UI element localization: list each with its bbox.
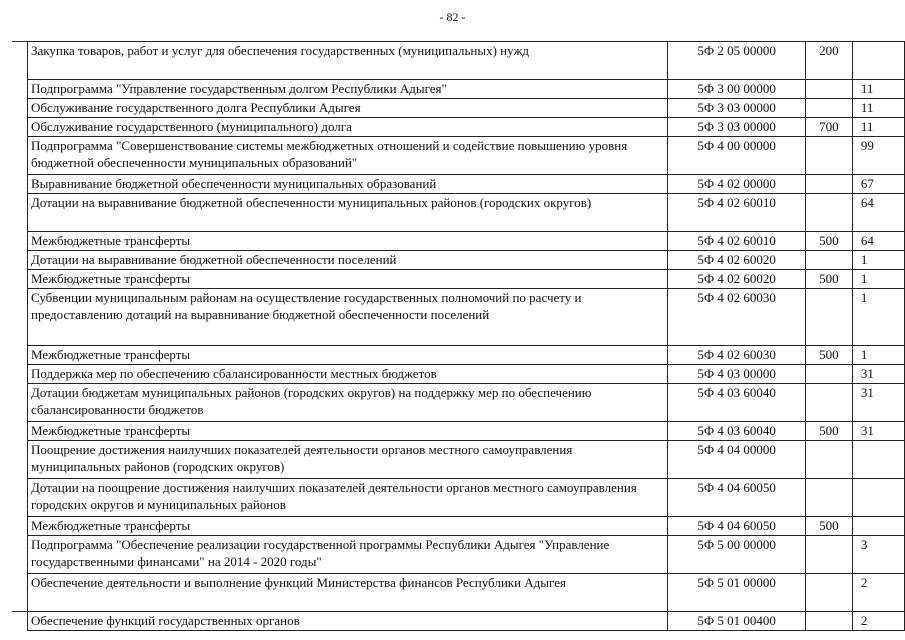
- row-expense-type: [805, 99, 852, 118]
- row-name: Обеспечение функций государственных органов: [28, 612, 668, 631]
- row-amount: 99: [852, 137, 904, 175]
- table-row: [28, 289, 905, 346]
- row-amount: 64: [852, 194, 904, 232]
- row-code: 5Ф 5 01 00400: [668, 612, 805, 631]
- row-expense-type: [805, 251, 852, 270]
- row-expense-type: 200: [805, 42, 852, 80]
- row-name: Дотации на выравнивание бюджетной обеспеченности муниципальных районов (городских округов): [28, 194, 668, 232]
- row-expense-type: 500: [805, 422, 852, 441]
- row-expense-type: [805, 365, 852, 384]
- row-expense-type: 500: [805, 517, 852, 536]
- table-row: [28, 118, 905, 137]
- row-amount: [852, 479, 904, 517]
- row-name: Межбюджетные трансферты: [28, 517, 668, 536]
- row-amount: 11: [852, 99, 904, 118]
- row-amount: 11: [852, 118, 904, 137]
- table-row: [28, 384, 905, 422]
- row-code: 5Ф 2 05 00000: [668, 42, 805, 80]
- row-name: Субвенции муниципальным районам на осуществление государственных полномочий по расчету и предоставлению дотаций на выравнивание бюджетной обеспеченности поселений: [28, 289, 668, 346]
- row-code: 5Ф 4 02 60020: [668, 270, 805, 289]
- row-code: 5Ф 4 02 60010: [668, 232, 805, 251]
- row-amount: 3: [852, 536, 904, 574]
- table-row: [28, 574, 905, 612]
- row-expense-type: [805, 479, 852, 517]
- row-expense-type: [805, 384, 852, 422]
- row-expense-type: [805, 175, 852, 194]
- row-code: 5Ф 4 02 60030: [668, 289, 805, 346]
- page-number: - 82 -: [439, 10, 466, 24]
- row-code: 5Ф 4 04 60050: [668, 479, 805, 517]
- row-name: Обслуживание государственного долга Республики Адыгея: [28, 99, 668, 118]
- row-name: Межбюджетные трансферты: [28, 270, 668, 289]
- row-expense-type: [805, 536, 852, 574]
- row-expense-type: [805, 194, 852, 232]
- table-row: [28, 612, 905, 631]
- row-code: 5Ф 3 00 00000: [668, 80, 805, 99]
- table-row: [28, 536, 905, 574]
- row-amount: 2: [852, 574, 904, 612]
- row-expense-type: 500: [805, 232, 852, 251]
- row-name: Межбюджетные трансферты: [28, 346, 668, 365]
- row-name: Дотации на выравнивание бюджетной обеспеченности поселений: [28, 251, 668, 270]
- row-name: Подпрограмма "Совершенствование системы межбюджетных отношений и содействие повышению уровня бюджетной обеспеченности муниципальных образований": [28, 137, 668, 175]
- row-amount: 31: [852, 384, 904, 422]
- row-name: Подпрограмма "Обеспечение реализации государственной программы Республики Адыгея "Управление государственными финансами" на 2014 - 2020 годы": [28, 536, 668, 574]
- row-name: Межбюджетные трансферты: [28, 232, 668, 251]
- row-code: 5Ф 4 02 60020: [668, 251, 805, 270]
- row-expense-type: [805, 80, 852, 99]
- row-code: 5Ф 3 03 00000: [668, 99, 805, 118]
- row-amount: 2: [852, 612, 904, 631]
- row-expense-type: 500: [805, 346, 852, 365]
- row-code: 5Ф 4 03 00000: [668, 365, 805, 384]
- row-code: 5Ф 4 02 60030: [668, 346, 805, 365]
- row-expense-type: [805, 441, 852, 479]
- row-code: 5Ф 5 00 00000: [668, 536, 805, 574]
- row-amount: 64: [852, 232, 904, 251]
- table-row: [28, 80, 905, 99]
- row-code: 5Ф 4 00 00000: [668, 137, 805, 175]
- table-row: [28, 346, 905, 365]
- row-expense-type: [805, 289, 852, 346]
- row-name: Закупка товаров, работ и услуг для обеспечения государственных (муниципальных) нужд: [28, 42, 668, 80]
- row-name: Обслуживание государственного (муниципального) долга: [28, 118, 668, 137]
- row-name: Обеспечение деятельности и выполнение функций Министерства финансов Республики Адыгея: [28, 574, 668, 612]
- table-row: [28, 441, 905, 479]
- row-amount: 1: [852, 251, 904, 270]
- table-row: [28, 270, 905, 289]
- row-code: 5Ф 4 03 60040: [668, 422, 805, 441]
- table-row: [28, 517, 905, 536]
- table-row: [28, 99, 905, 118]
- row-name: Межбюджетные трансферты: [28, 422, 668, 441]
- row-code: 5Ф 4 04 00000: [668, 441, 805, 479]
- row-name: Поддержка мер по обеспечению сбалансированности местных бюджетов: [28, 365, 668, 384]
- left-margin-rule: [12, 611, 27, 612]
- row-amount: 1: [852, 346, 904, 365]
- row-amount: 31: [852, 422, 904, 441]
- row-amount: 1: [852, 289, 904, 346]
- row-expense-type: 500: [805, 270, 852, 289]
- row-code: 5Ф 4 04 60050: [668, 517, 805, 536]
- row-name: Поощрение достижения наилучших показателей деятельности органов местного самоуправления муниципальных районов (городских округов): [28, 441, 668, 479]
- row-amount: [852, 441, 904, 479]
- row-expense-type: [805, 574, 852, 612]
- row-expense-type: 700: [805, 118, 852, 137]
- budget-table: [27, 41, 905, 631]
- table-row: [28, 137, 905, 175]
- row-expense-type: [805, 137, 852, 175]
- row-name: Выравнивание бюджетной обеспеченности муниципальных образований: [28, 175, 668, 194]
- row-amount: 31: [852, 365, 904, 384]
- row-amount: 1: [852, 270, 904, 289]
- table-row: [28, 42, 905, 80]
- table-row: [28, 194, 905, 232]
- table-row: [28, 232, 905, 251]
- table-row: [28, 251, 905, 270]
- row-amount: 11: [852, 80, 904, 99]
- table-row: [28, 175, 905, 194]
- row-name: Подпрограмма "Управление государственным долгом Республики Адыгея": [28, 80, 668, 99]
- row-name: Дотации на поощрение достижения наилучших показателей деятельности органов местного самоуправления городских округов и муниципальных районов: [28, 479, 668, 517]
- table-row: [28, 365, 905, 384]
- left-margin-rule: [12, 41, 27, 42]
- row-code: 5Ф 4 02 00000: [668, 175, 805, 194]
- row-name: Дотации бюджетам муниципальных районов (городских округов) на поддержку мер по обеспечению сбалансированности бюджетов: [28, 384, 668, 422]
- row-code: 5Ф 4 03 60040: [668, 384, 805, 422]
- row-amount: [852, 42, 904, 80]
- table-row: [28, 479, 905, 517]
- row-amount: [852, 517, 904, 536]
- row-code: 5Ф 4 02 60010: [668, 194, 805, 232]
- row-code: 5Ф 5 01 00000: [668, 574, 805, 612]
- row-amount: 67: [852, 175, 904, 194]
- table-row: [28, 422, 905, 441]
- row-code: 5Ф 3 03 00000: [668, 118, 805, 137]
- row-expense-type: [805, 612, 852, 631]
